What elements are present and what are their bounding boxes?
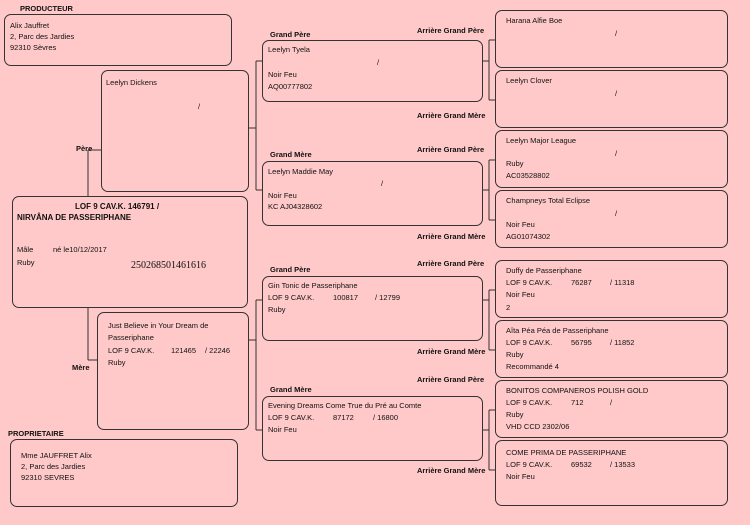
agp1-slash: /	[615, 29, 618, 38]
agp3-extra: 2	[506, 303, 511, 312]
subject-box	[12, 196, 248, 308]
agp4-color: Ruby	[506, 410, 524, 419]
agm1-label: Arrière Grand Mère	[417, 111, 486, 120]
gm2-lof: LOF 9 CAV.K.	[268, 413, 315, 422]
proprietaire-label: PROPRIETAIRE	[8, 429, 64, 438]
mere-slash: / 22246	[205, 346, 231, 355]
producteur-name: Alix Jauffret	[10, 21, 50, 30]
proprietaire-box	[10, 439, 238, 507]
subject-chip: 250268501461616	[131, 260, 206, 271]
agm4-num: 69532	[571, 460, 592, 469]
subject-name: NIRVÂNA DE PASSERIPHANE	[17, 213, 132, 222]
agm2-name: Champneys Total Eclipse	[506, 196, 591, 205]
agp4-num: 712	[571, 398, 584, 407]
agm3-name: Aîta Péa Péa de Passeriphane	[506, 326, 609, 335]
gm2-box	[262, 396, 483, 461]
agp2-name: Leelyn Major League	[506, 136, 577, 145]
agm3-extra: Recommandé 4	[506, 362, 559, 371]
gm1-box	[262, 161, 483, 226]
producteur-label: PRODUCTEUR	[20, 4, 73, 13]
subject-color: Ruby	[17, 258, 35, 267]
agp4-name: BONITOS COMPANEROS POLISH GOLD	[506, 386, 649, 395]
agp1-label: Arrière Grand Père	[417, 26, 485, 35]
subject-sex: Mâle	[17, 245, 34, 254]
gp1-slash: /	[377, 58, 380, 67]
producteur-city: 92310 Sèvres	[10, 43, 57, 52]
gp2-num: 100817	[333, 293, 359, 302]
agm2-label: Arrière Grand Mère	[417, 232, 486, 241]
agm2-reg: AG01074302	[506, 232, 551, 241]
agm4-slash: / 13533	[610, 460, 636, 469]
agp3-name: Duffy de Passeriphane	[506, 266, 582, 275]
gp1-color: Noir Feu	[268, 70, 297, 79]
gp2-name: Gin Tonic de Passeriphane	[268, 281, 358, 290]
agm3-lof: LOF 9 CAV.K.	[506, 338, 553, 347]
gm2-label: Grand Mère	[270, 385, 312, 394]
gm2-slash: / 16800	[373, 413, 399, 422]
gp2-label: Grand Père	[270, 265, 311, 274]
proprietaire-street: 2, Parc des Jardies	[21, 462, 86, 471]
agm3-num: 56795	[571, 338, 592, 347]
agm4-label: Arrière Grand Mère	[417, 466, 486, 475]
agp2-slash: /	[615, 149, 618, 158]
gp1-box	[262, 40, 483, 102]
agm3-slash: / 11852	[610, 338, 635, 347]
gm1-name: Leelyn Maddie May	[268, 167, 334, 176]
agm4-color: Noir Feu	[506, 472, 535, 481]
gm2-num: 87172	[333, 413, 354, 422]
agp3-slash: / 11318	[610, 278, 635, 287]
gm1-slash: /	[381, 179, 384, 188]
pere-box	[101, 70, 249, 192]
agm4-name: COME PRIMA DE PASSERIPHANE	[506, 448, 627, 457]
agm2-color: Noir Feu	[506, 220, 535, 229]
gm1-color: Noir Feu	[268, 191, 297, 200]
agp4-box	[495, 380, 728, 438]
agp3-box	[495, 260, 728, 318]
agp3-num: 76287	[571, 278, 592, 287]
agm1-slash: /	[615, 89, 618, 98]
mere-label: Mère	[72, 363, 90, 372]
agm4-box	[495, 440, 728, 506]
gm2-name: Evening Dreams Come True du Pré au Comte	[268, 401, 422, 410]
agp2-reg: AC03528802	[506, 171, 550, 180]
mere-color: Ruby	[108, 358, 126, 367]
mere-num: 121465	[171, 346, 197, 355]
mere-box	[97, 312, 249, 430]
gp2-box	[262, 276, 483, 341]
subject-lof: LOF 9 CAV.K. 146791 /	[75, 202, 160, 211]
mere-name-line2: Passeriphane	[108, 333, 154, 342]
proprietaire-name: Mme JAUFFRET Alix	[21, 451, 92, 460]
gp1-reg: AQ00777802	[268, 82, 313, 91]
agp4-extra: VHD CCD 2302/06	[506, 422, 570, 431]
agp4-slash: /	[610, 398, 613, 407]
agp2-box	[495, 130, 728, 188]
gm2-color: Noir Feu	[268, 425, 297, 434]
gm1-label: Grand Mère	[270, 150, 312, 159]
proprietaire-city: 92310 SEVRES	[21, 473, 75, 482]
agp3-label: Arrière Grand Père	[417, 259, 485, 268]
mere-name-line1: Just Believe in Your Dream de	[108, 321, 209, 330]
agp2-color: Ruby	[506, 159, 524, 168]
agp3-color: Noir Feu	[506, 290, 535, 299]
agm3-color: Ruby	[506, 350, 524, 359]
agm2-slash: /	[615, 209, 618, 218]
agp4-lof: LOF 9 CAV.K.	[506, 398, 553, 407]
agm1-box	[495, 70, 728, 128]
gm1-reg: KC AJ04328602	[268, 202, 323, 211]
gp2-slash: / 12799	[375, 293, 401, 302]
gp1-name: Leelyn Tyela	[268, 45, 310, 54]
gp2-lof: LOF 9 CAV.K.	[268, 293, 315, 302]
agm4-lof: LOF 9 CAV.K.	[506, 460, 553, 469]
agp4-label: Arrière Grand Père	[417, 375, 485, 384]
producteur-street: 2, Parc des Jardies	[10, 32, 75, 41]
subject-birth: né le10/12/2017	[53, 245, 107, 254]
agp1-name: Harana Alfie Boe	[506, 16, 563, 25]
pere-label: Père	[76, 144, 93, 153]
pere-slash: /	[198, 102, 201, 111]
agm1-name: Leelyn Clover	[506, 76, 552, 85]
pere-name: Leelyn Dickens	[106, 78, 157, 87]
gp1-label: Grand Père	[270, 30, 311, 39]
agp2-label: Arrière Grand Père	[417, 145, 485, 154]
agp1-box	[495, 10, 728, 68]
agm3-label: Arrière Grand Mère	[417, 347, 486, 356]
mere-lof: LOF 9 CAV.K.	[108, 346, 155, 355]
agm2-box	[495, 190, 728, 248]
agp3-lof: LOF 9 CAV.K.	[506, 278, 553, 287]
producteur-box	[4, 14, 232, 66]
gp2-color: Ruby	[268, 305, 286, 314]
agm3-box	[495, 320, 728, 378]
